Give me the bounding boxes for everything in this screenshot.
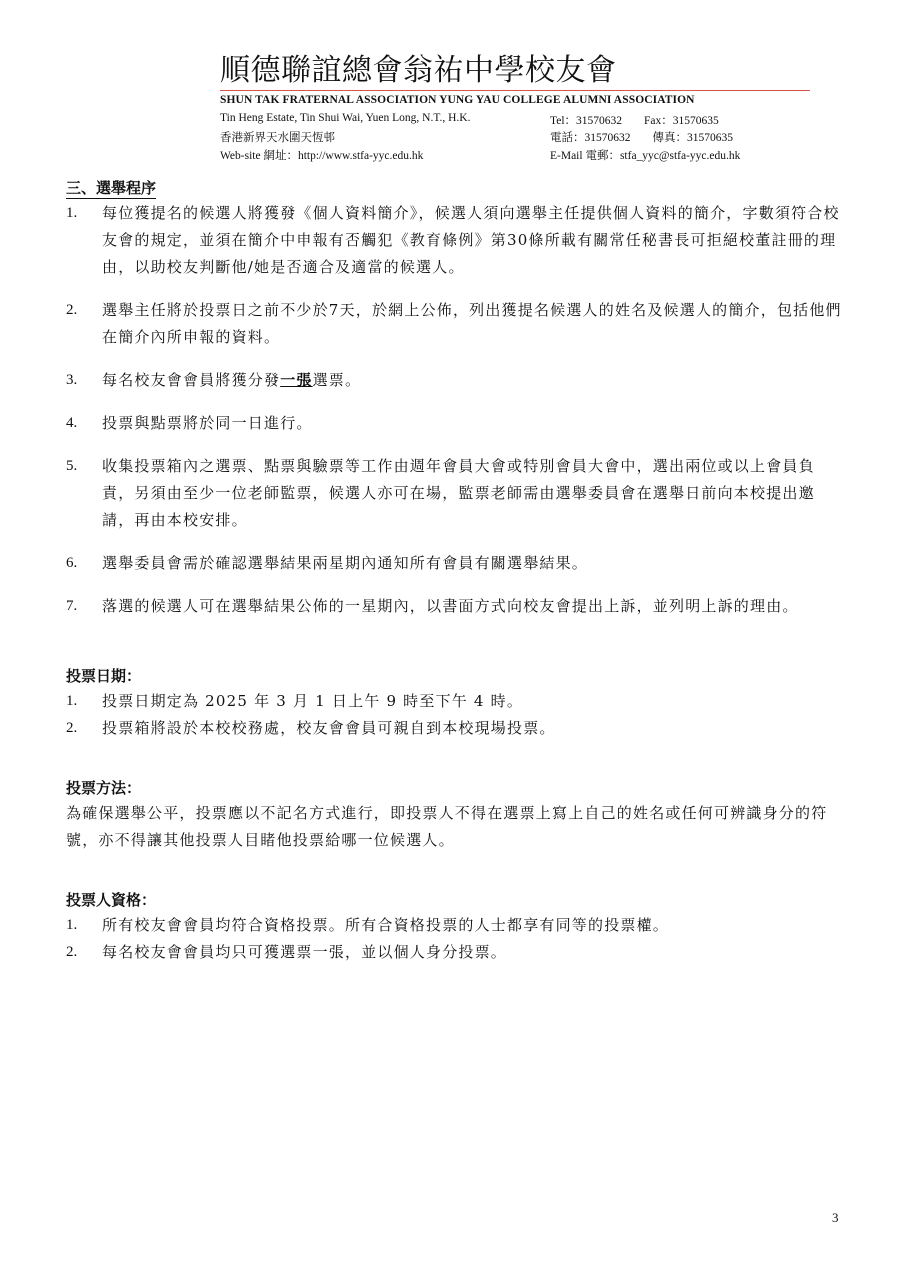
list-item: 4. 投票與點票將於同一日進行。 bbox=[66, 414, 313, 432]
voting-method-paragraph: 為確保選舉公平，投票應以不記名方式進行，即投票人不得在選票上寫上自己的姓名或任何可辨識身分的符號，亦不得讓其他投票人目睹他投票給哪一位候選人。 bbox=[66, 804, 828, 849]
organization-title: 順德聯誼總會翁祐中學校友會 bbox=[220, 53, 617, 88]
tel-en: Tel：31570632 bbox=[550, 115, 623, 127]
tel-zh: 電話：31570632 bbox=[550, 132, 631, 144]
document-body bbox=[66, 176, 846, 966]
list-item: 7. 落選的候選人可在選舉結果公佈的一星期內，以書面方式向校友會提出上訴，並列明上訴的理由。 bbox=[66, 597, 799, 615]
email: E-Mail 電郵：stfa_yyc@stfa-yyc.edu.hk bbox=[550, 150, 741, 162]
address-en: Tin Heng Estate, Tin Shui Wai, Yuen Long, N.T., H.K. bbox=[220, 112, 471, 124]
address-zh: 香港新界天水圍天恆邨 bbox=[220, 132, 335, 144]
voter-eligibility-list bbox=[66, 912, 846, 966]
section-title-voter-eligibility: 投票人資格： bbox=[66, 891, 157, 909]
website: Web-site 網址：http://www.stfa-yyc.edu.hk bbox=[220, 150, 424, 162]
tel-fax-en bbox=[550, 112, 719, 128]
section-title-voting-date: 投票日期： bbox=[66, 667, 142, 685]
list-item: 6. 選舉委員會需於確認選舉結果兩星期內通知所有會員有關選舉結果。 bbox=[66, 554, 589, 572]
tel-fax-zh bbox=[550, 129, 733, 145]
section-title-voting-method: 投票方法： bbox=[66, 779, 142, 797]
fax-zh: 傳真：31570635 bbox=[652, 132, 733, 144]
section-title-election-procedure: 三、選舉程序 bbox=[66, 179, 157, 197]
list-item: 2. 投票箱將設於本校校務處，校友會會員可親自到本校現場投票。 bbox=[66, 719, 556, 737]
voting-date-list bbox=[66, 688, 846, 742]
list-item: 2. 選舉主任將於投票日之前不少於7天，於網上公佈，列出獲提名候選人的姓名及候選人的簡介，包括他們在簡介內所申報的資料。 bbox=[66, 301, 842, 346]
page-number: 3 bbox=[832, 1210, 839, 1225]
list-item: 5. 收集投票箱內之選票、點票與驗票等工作由週年會員大會或特別會員大會中，選出兩位或以上會員負責，另須由至少一位老師監票，候選人亦可在場，監票老師需由選舉委員會在選舉日前向本校提出邀請，再由本校安排。 bbox=[66, 457, 815, 529]
organization-subtitle: SHUN TAK FRATERNAL ASSOCIATION YUNG YAU COLLEGE ALUMNI ASSOCIATION bbox=[220, 94, 695, 106]
election-procedure-list bbox=[66, 200, 846, 620]
letterhead bbox=[220, 52, 810, 162]
list-item: 1. 所有校友會會員均符合資格投票。所有合資格投票的人士都享有同等的投票權。 bbox=[66, 916, 670, 934]
emphasis-one-ballot: 一張 bbox=[280, 371, 313, 389]
fax-en: Fax：31570635 bbox=[644, 115, 719, 127]
list-item: 2. 每名校友會會員均只可獲選票一張，並以個人身分投票。 bbox=[66, 943, 508, 961]
list-item: 1. 每位獲提名的候選人將獲發《個人資料簡介》，候選人須向選舉主任提供個人資料的簡介，字數須符合校友會的規定，並須在簡介中申報有否觸犯《教育條例》第30條所載有關常任秘書長可拒絕校董註冊的理由，以助校友判斷他/她是否適合及適當的候選人。 bbox=[66, 204, 840, 276]
list-item: 3. 每名校友會會員將獲分發一張選票。 bbox=[66, 371, 362, 389]
list-item: 1. 投票日期定為 2025 年 3 月 1 日上午 9 時至下午 4 時。 bbox=[66, 692, 524, 710]
title-divider bbox=[220, 90, 810, 91]
